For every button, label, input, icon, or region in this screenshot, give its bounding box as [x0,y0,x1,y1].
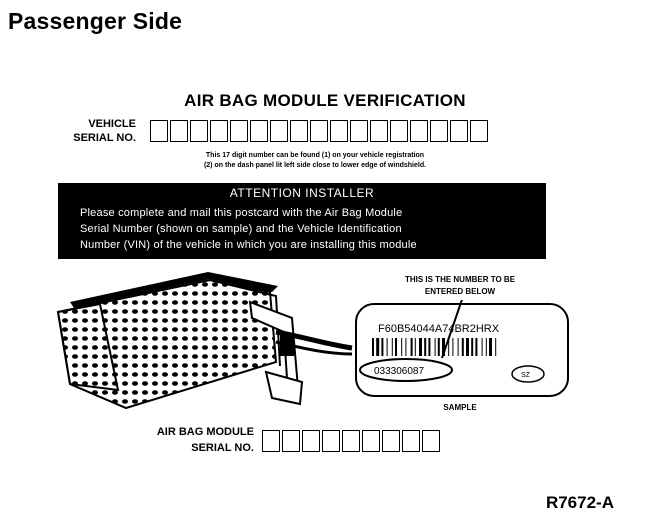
number-callout-line2: ENTERED BELOW [424,287,496,296]
module-serial-digit-box[interactable] [422,430,440,452]
module-serial-digit-box[interactable] [342,430,360,452]
barcode-bar [458,338,459,356]
number-callout [360,274,560,298]
barcode-bar [415,338,416,356]
sample-label-illustration [350,300,575,400]
vehicle-serial-digit-box[interactable] [350,120,368,142]
installer-notice-line1: Please complete and mail this postcard with the Air Bag Module [80,207,403,219]
barcode-bar [495,338,496,356]
vehicle-serial-label [40,117,136,145]
vehicle-serial-digit-box[interactable] [230,120,248,142]
vehicle-serial-digit-box[interactable] [310,120,328,142]
barcode-bar [405,338,406,356]
figure-code: R7672-A [545,493,614,512]
barcode-bar [471,338,473,356]
barcode-bar [392,338,393,356]
vehicle-serial-digit-box[interactable] [270,120,288,142]
barcode-bar [419,338,422,356]
barcode-bar [486,338,487,356]
vehicle-serial-note [150,151,480,171]
vehicle-serial-note-line1: This 17 digit number can be found (1) on your vehicle registration [205,152,425,159]
sample-badge: SZ [521,372,530,379]
sample-caption: SAMPLE [443,403,477,412]
barcode-bar [489,338,492,356]
vehicle-serial-digit-box[interactable] [390,120,408,142]
number-callout-line1: THIS IS THE NUMBER TO BE [404,275,516,284]
module-serial-digit-box[interactable] [302,430,320,452]
barcode-bar [401,338,402,356]
vehicle-serial-digit-box[interactable] [370,120,388,142]
page-title: Passenger Side [8,8,183,34]
barcode-bar [462,338,464,356]
vehicle-serial-digit-box[interactable] [450,120,468,142]
barcode-bar [376,338,379,356]
barcode-bar [395,338,397,356]
barcode-bar [424,338,426,356]
module-serial-digit-box[interactable] [402,430,420,452]
vehicle-serial-digit-box[interactable] [410,120,428,142]
vehicle-serial-label-line1: VEHICLE [88,118,136,130]
barcode-bar [428,338,430,356]
module-serial-digit-box[interactable] [282,430,300,452]
vehicle-serial-digit-box[interactable] [250,120,268,142]
barcode-bar [452,338,453,356]
installer-notice-line2: Serial Number (shown on sample) and the Vehicle Identification [80,223,402,235]
installer-notice-text [80,205,530,253]
barcode-bar [475,338,477,356]
vehicle-serial-label-line2: SERIAL NO. [73,132,136,144]
barcode-bar [482,338,483,356]
vehicle-serial-note-line2: (2) on the dash panel lit left side close to lower edge of windshield. [203,162,427,169]
vehicle-serial-boxes[interactable] [150,120,488,142]
barcode-bar [466,338,469,356]
module-serial-label-line1: AIR BAG MODULE [156,426,254,438]
vehicle-serial-digit-box[interactable] [210,120,228,142]
module-serial-digit-box[interactable] [362,430,380,452]
module-serial-label-line2: SERIAL NO. [191,442,254,454]
module-serial-boxes[interactable] [262,430,440,452]
vehicle-serial-digit-box[interactable] [170,120,188,142]
vehicle-serial-digit-box[interactable] [150,120,168,142]
module-serial-digit-box[interactable] [322,430,340,452]
air-bag-module-illustration [40,262,360,422]
module-serial-label [104,424,254,456]
barcode-bar [438,338,440,356]
vehicle-serial-digit-box[interactable] [330,120,348,142]
sample-serial-number: 033306087 [374,366,425,377]
form-heading: AIR BAG MODULE VERIFICATION [184,91,466,110]
vehicle-serial-digit-box[interactable] [190,120,208,142]
installer-notice-line3: Number (VIN) of the vehicle in which you are installing this module [80,239,417,251]
barcode-bar [387,338,388,356]
vehicle-serial-digit-box[interactable] [470,120,488,142]
barcode-bar [435,338,436,356]
vehicle-serial-digit-box[interactable] [290,120,308,142]
barcode-bar [372,338,374,356]
installer-notice-panel [58,183,546,259]
vehicle-serial-digit-box[interactable] [430,120,448,142]
barcode-bar [381,338,383,356]
module-serial-digit-box[interactable] [382,430,400,452]
sample-part-number: F60B54044A74BR2HRX [378,323,500,335]
module-serial-digit-box[interactable] [262,430,280,452]
barcode-bar [411,338,413,356]
installer-notice-title: ATTENTION INSTALLER [229,186,375,200]
